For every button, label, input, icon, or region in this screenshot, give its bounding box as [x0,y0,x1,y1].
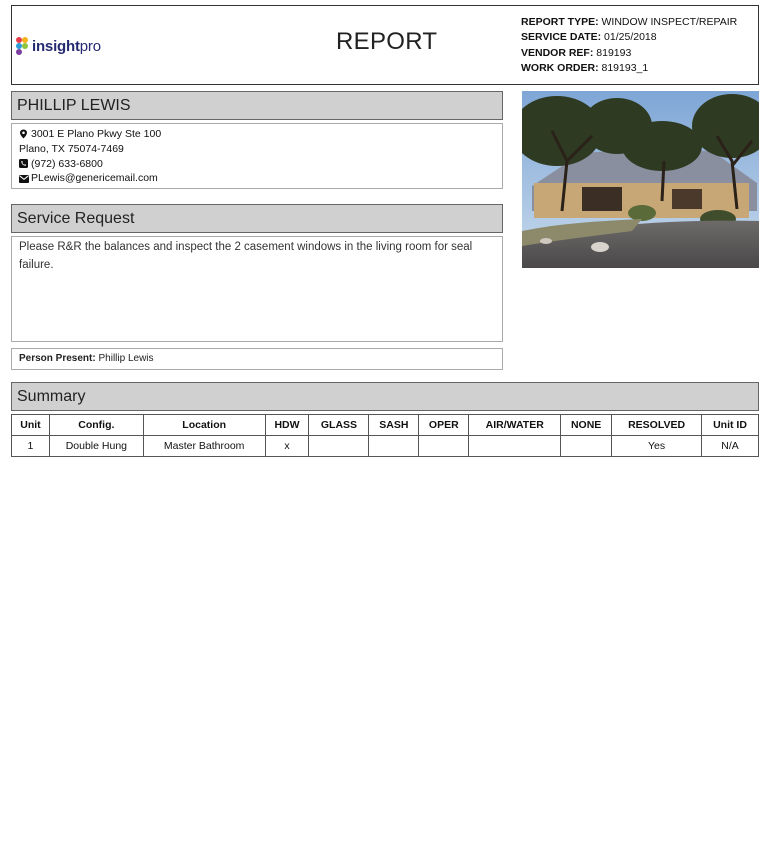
logo-wordmark: insightpro [32,37,101,55]
meta-work-order: WORK ORDER: 819193_1 [521,61,649,74]
column-header: OPER [419,415,469,436]
service-request-bar [11,204,503,233]
column-header: Unit ID [702,415,759,436]
meta-report-type: REPORT TYPE: WINDOW INSPECT/REPAIR [521,16,738,28]
table-cell: Yes [612,436,702,457]
table-row [12,436,759,457]
column-header: Unit [12,415,50,436]
table-cell: Master Bathroom [143,436,265,457]
table-cell [561,436,612,457]
table-cell [369,436,419,457]
column-header: SASH [369,415,419,436]
address-line-2: Plano, TX 75074-7469 [19,142,124,155]
service-request-text: Please R&R the balances and inspect the 2 casement windows in the living room for seal failure. [19,241,473,271]
address-row [19,127,502,142]
summary-header-row [12,415,759,436]
summary-table [11,414,759,457]
email-row [19,171,502,186]
column-header: HDW [265,415,309,436]
meta-vendor-ref: VENDOR REF: 819193 [521,46,632,59]
map-marker-icon [19,129,29,139]
table-cell: N/A [702,436,759,457]
contact-panel [11,123,503,189]
customer-name: PHILLIP LEWIS [17,96,131,114]
report-meta [521,15,737,76]
table-cell: Double Hung [49,436,143,457]
page-title: REPORT [336,28,438,55]
table-cell [469,436,561,457]
phone-number[interactable]: (972) 633-6800 [31,157,103,170]
column-header: GLASS [309,415,369,436]
summary-heading: Summary [17,387,86,405]
column-header: RESOLVED [612,415,702,436]
property-photo [522,91,759,268]
table-cell: x [265,436,309,457]
address-row-2 [19,142,502,157]
person-present-panel [11,348,503,370]
table-cell [419,436,469,457]
column-header: AIR/WATER [469,415,561,436]
address-line-1: 3001 E Plano Pkwy Ste 100 [31,128,162,140]
person-present-label: Person Present: [19,353,96,364]
summary-bar [11,382,759,411]
meta-service-date: SERVICE DATE: 01/25/2018 [521,31,657,44]
insightpro-logo [14,35,101,57]
logo-mark-icon [14,35,30,57]
column-header: Config. [49,415,143,436]
service-request-heading: Service Request [17,209,135,227]
table-cell: 1 [12,436,50,457]
service-request-panel [11,236,503,342]
column-header: NONE [561,415,612,436]
email-address[interactable]: PLewis@genericemail.com [31,172,158,185]
envelope-icon [19,175,29,183]
customer-name-bar [11,91,503,120]
table-cell [309,436,369,457]
person-present-value: Phillip Lewis [98,353,154,364]
column-header: Location [143,415,265,436]
report-header [11,5,759,85]
phone-icon [19,159,29,168]
phone-row [19,157,502,172]
